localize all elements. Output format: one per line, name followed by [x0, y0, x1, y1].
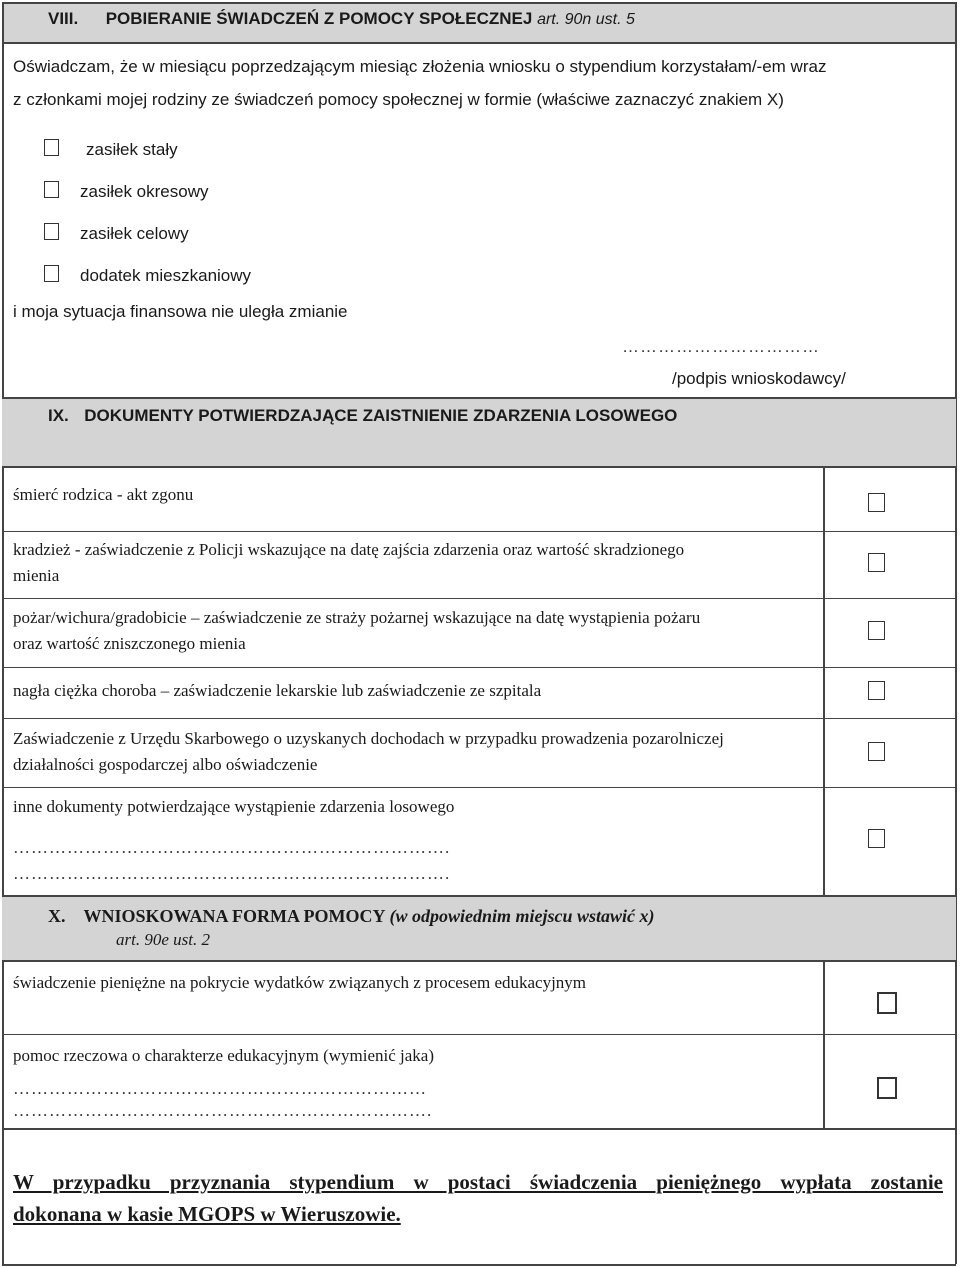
x-option-material-label: pomoc rzeczowa o charakterze edukacyjnym (wymienić jaka)	[13, 1046, 435, 1065]
x-option-material-checkbox[interactable]	[877, 1077, 897, 1099]
option-dodatek-mieszkaniowy-checkbox[interactable]	[44, 265, 59, 282]
section-viii-intro-line2: z członkami mojej rodziny ze świadczeń pomocy społecznej w formie (właściwe zaznaczyć znakiem X)	[13, 90, 784, 109]
ix-row-other-line1[interactable]: ……………………………………………………………….	[13, 838, 451, 857]
ix-row-other-label: inne dokumenty potwierdzające wystąpienie zdarzenia losowego	[13, 797, 455, 816]
section-ix-number: IX.	[48, 406, 69, 425]
section-viii-number: VIII.	[48, 9, 79, 28]
option-zasilek-staly-checkbox[interactable]	[44, 139, 59, 156]
section-x-heading	[48, 906, 655, 927]
option-dodatek-mieszkaniowy-label: dodatek mieszkaniowy	[80, 266, 252, 285]
ix-row-tax-label-line1: Zaświadczenie z Urzędu Skarbowego o uzyskanych dochodach w przypadku prowadzenia pozarolniczej	[13, 729, 724, 748]
ix-row-fire-label-line2: oraz wartość zniszczonego mienia	[13, 634, 246, 653]
ix-row-death-label: śmierć rodzica - akt zgonu	[13, 485, 194, 504]
option-zasilek-staly-label: zasiłek stały	[86, 140, 178, 159]
payment-note-line2: dokonana w kasie MGOPS w Wieruszowie.	[13, 1202, 401, 1226]
ix-row-theft-label-line1: kradzież - zaświadczenie z Policji wskazujące na datę zajścia zdarzenia oraz wartość skradzionego	[13, 540, 685, 559]
section-viii-title: POBIERANIE ŚWIADCZEŃ Z POMOCY SPOŁECZNEJ	[105, 9, 533, 28]
ix-row-illness-label: nagła ciężka choroba – zaświadczenie lekarskie lub zaświadczenie ze szpitala	[13, 681, 542, 700]
ix-row-fire-checkbox[interactable]	[868, 621, 885, 640]
ix-row-theft-checkbox[interactable]	[868, 553, 885, 572]
ix-row-tax-checkbox[interactable]	[868, 742, 885, 761]
option-zasilek-celowy-checkbox[interactable]	[44, 223, 59, 240]
option-zasilek-okresowy-checkbox[interactable]	[44, 181, 59, 198]
ix-row-other-checkbox[interactable]	[868, 829, 885, 848]
option-zasilek-okresowy-label: zasiłek okresowy	[80, 182, 209, 201]
section-viii-intro-line1: Oświadczam, że w miesiącu poprzedzającym miesiąc złożenia wniosku o stypendium korzystałam/-em wraz	[13, 57, 827, 76]
option-zasilek-celowy-label: zasiłek celowy	[80, 224, 189, 243]
section-x-hint: (w odpowiednim miejscu wstawić x)	[389, 906, 655, 926]
section-x-title: WNIOSKOWANA FORMA POMOCY	[83, 906, 386, 926]
section-ix-title: DOKUMENTY POTWIERDZAJĄCE ZAISTNIENIE ZDARZENIA LOSOWEGO	[84, 406, 678, 425]
ix-row-death-checkbox[interactable]	[868, 493, 885, 512]
payment-note-line1: W przypadku przyznania stypendium w postaci świadczenia pieniężnego wypłata zostanie	[13, 1170, 943, 1194]
section-viii-ref: art. 90n ust. 5	[537, 11, 635, 28]
x-option-material-line1[interactable]: ……………………………………………………………	[13, 1079, 427, 1098]
ix-row-illness-checkbox[interactable]	[868, 681, 885, 700]
ix-row-theft-label-line2: mienia	[13, 566, 60, 585]
section-viii-closing: i moja sytuacja finansowa nie uległa zmianie	[13, 302, 348, 321]
section-ix-heading	[48, 406, 677, 426]
signature-line[interactable]: ……………………………	[622, 337, 820, 356]
section-x-ref: art. 90e ust. 2	[116, 930, 210, 949]
x-option-cash-checkbox[interactable]	[877, 992, 897, 1014]
ix-row-tax-label-line2: działalności gospodarczej albo oświadczenie	[13, 755, 318, 774]
ix-row-other-line2[interactable]: ……………………………………………………………….	[13, 864, 451, 883]
signature-label: /podpis wnioskodawcy/	[672, 369, 846, 388]
section-x-number: X.	[48, 906, 66, 926]
x-option-material-line2[interactable]: …………………………………………………………….	[13, 1101, 433, 1120]
ix-row-fire-label-line1: pożar/wichura/gradobicie – zaświadczenie ze straży pożarnej wskazujące na datę wystąpienia pożaru	[13, 608, 701, 627]
section-viii-heading	[48, 9, 635, 29]
x-option-cash-label: świadczenie pieniężne na pokrycie wydatków związanych z procesem edukacyjnym	[13, 973, 587, 992]
